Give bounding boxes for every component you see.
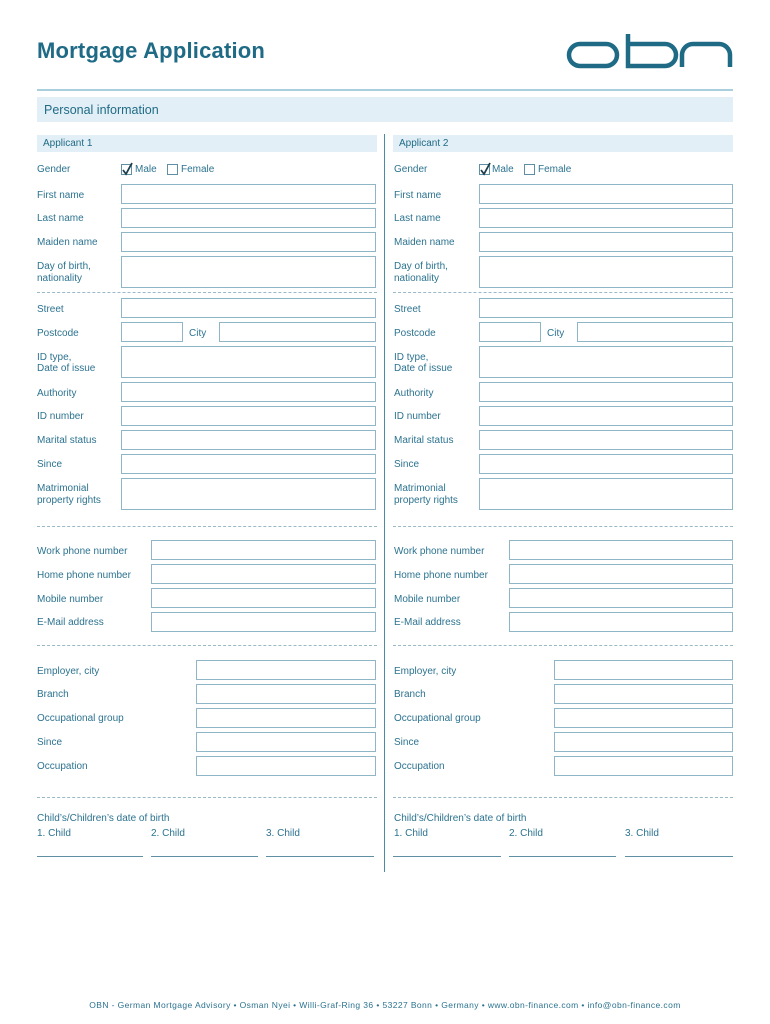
child1-line[interactable] — [393, 856, 501, 857]
employer-label: Employer, city — [37, 666, 100, 677]
matrimonial-field[interactable] — [121, 478, 376, 510]
last-name-label: Last name — [37, 213, 84, 224]
first-name-label: First name — [37, 190, 85, 201]
obn-logo — [566, 30, 734, 70]
dob-nationality-field[interactable] — [121, 256, 376, 288]
dob-label-line2: nationality — [37, 273, 83, 284]
city-label: City — [547, 328, 565, 339]
street-label: Street — [394, 304, 421, 315]
first-name-field[interactable] — [121, 184, 376, 204]
last-name-field[interactable] — [479, 208, 733, 228]
gender-label: Gender — [394, 164, 428, 175]
first-name-label: First name — [394, 190, 442, 201]
marital-status-label: Marital status — [37, 435, 97, 446]
maiden-name-field[interactable] — [479, 232, 733, 252]
work-phone-label: Work phone number — [394, 546, 485, 557]
checkmark-icon — [479, 162, 492, 176]
authority-label: Authority — [394, 388, 434, 399]
employment-since-field[interactable] — [554, 732, 733, 752]
occupational-group-field[interactable] — [554, 708, 733, 728]
children-dob-label: Child’s/Children’s date of birth — [394, 813, 527, 824]
child2-line[interactable] — [151, 856, 258, 857]
work-phone-label: Work phone number — [37, 546, 128, 557]
column-divider — [384, 134, 385, 872]
child2-label: 2. Child — [509, 828, 543, 839]
maiden-name-label: Maiden name — [37, 237, 98, 248]
dashed-divider — [393, 797, 733, 798]
work-phone-field[interactable] — [151, 540, 376, 560]
street-field[interactable] — [479, 298, 733, 318]
dashed-divider — [393, 526, 733, 527]
male-checkbox[interactable] — [121, 164, 132, 175]
child1-line[interactable] — [37, 856, 143, 857]
id-type-label-line2: Date of issue — [394, 363, 453, 374]
street-field[interactable] — [121, 298, 376, 318]
child2-line[interactable] — [509, 856, 616, 857]
mobile-label: Mobile number — [394, 594, 461, 605]
dashed-divider — [37, 797, 377, 798]
home-phone-field[interactable] — [151, 564, 376, 584]
postcode-field[interactable] — [479, 322, 541, 342]
branch-label: Branch — [37, 689, 69, 700]
id-type-label-line1: ID type, — [394, 352, 429, 363]
female-label: Female — [538, 164, 572, 175]
id-type-label-line2: Date of issue — [37, 363, 96, 374]
dob-label-line1: Day of birth, — [394, 261, 448, 272]
mobile-field[interactable] — [509, 588, 733, 608]
female-checkbox[interactable] — [524, 164, 535, 175]
branch-label: Branch — [394, 689, 426, 700]
city-field[interactable] — [219, 322, 376, 342]
occupation-field[interactable] — [554, 756, 733, 776]
section-header: Personal information — [37, 97, 733, 122]
last-name-field[interactable] — [121, 208, 376, 228]
dob-nationality-field[interactable] — [479, 256, 733, 288]
occupation-field[interactable] — [196, 756, 376, 776]
children-dob-label: Child’s/Children’s date of birth — [37, 813, 170, 824]
postcode-label: Postcode — [394, 328, 436, 339]
work-phone-field[interactable] — [509, 540, 733, 560]
applicant-header: Applicant 2 — [393, 135, 733, 152]
male-checkbox[interactable] — [479, 164, 490, 175]
matrimonial-label-line2: property rights — [394, 495, 458, 506]
marital-status-label: Marital status — [394, 435, 454, 446]
matrimonial-label-line2: property rights — [37, 495, 101, 506]
maiden-name-field[interactable] — [121, 232, 376, 252]
dashed-divider — [393, 645, 733, 646]
footer-contact: OBN - German Mortgage Advisory • Osman Nyei • Willi-Graf-Ring 36 • 53227 Bonn • Germany • www.obn-finance.com • info@obn-finance.com — [89, 1000, 681, 1010]
authority-label: Authority — [37, 388, 77, 399]
female-checkbox[interactable] — [167, 164, 178, 175]
child3-line[interactable] — [625, 856, 733, 857]
postcode-field[interactable] — [121, 322, 183, 342]
id-number-field[interactable] — [479, 406, 733, 426]
mobile-field[interactable] — [151, 588, 376, 608]
id-type-label-line1: ID type, — [37, 352, 72, 363]
child3-label: 3. Child — [625, 828, 659, 839]
authority-field[interactable] — [121, 382, 376, 402]
matrimonial-label-line1: Matrimonial — [37, 483, 89, 494]
home-phone-label: Home phone number — [394, 570, 488, 581]
occupational-group-label: Occupational group — [37, 713, 124, 724]
marital-since-field[interactable] — [479, 454, 733, 474]
dashed-divider — [37, 526, 377, 527]
employment-since-field[interactable] — [196, 732, 376, 752]
city-label: City — [189, 328, 207, 339]
dashed-divider — [393, 292, 733, 293]
mobile-label: Mobile number — [37, 594, 104, 605]
checkmark-icon — [121, 162, 134, 176]
marital-status-field[interactable] — [121, 430, 376, 450]
id-type-field[interactable] — [479, 346, 733, 378]
child3-line[interactable] — [266, 856, 374, 857]
female-label: Female — [181, 164, 215, 175]
marital-status-field[interactable] — [479, 430, 733, 450]
id-number-label: ID number — [394, 411, 441, 422]
id-type-field[interactable] — [121, 346, 376, 378]
marital-since-field[interactable] — [121, 454, 376, 474]
since-label: Since — [37, 459, 63, 470]
home-phone-field[interactable] — [509, 564, 733, 584]
id-number-label: ID number — [37, 411, 84, 422]
page-title: Mortgage Application — [37, 38, 266, 63]
child1-label: 1. Child — [37, 828, 71, 839]
email-label: E-Mail address — [394, 617, 461, 628]
employer-field[interactable] — [196, 660, 376, 680]
maiden-name-label: Maiden name — [394, 237, 455, 248]
occupational-group-field[interactable] — [196, 708, 376, 728]
since-label: Since — [394, 459, 420, 470]
employer-field[interactable] — [554, 660, 733, 680]
child1-label: 1. Child — [394, 828, 428, 839]
email-label: E-Mail address — [37, 617, 104, 628]
applicant-header: Applicant 1 — [37, 135, 377, 152]
employment-since-label: Since — [37, 737, 63, 748]
employment-since-label: Since — [394, 737, 420, 748]
occupational-group-label: Occupational group — [394, 713, 481, 724]
dob-label-line1: Day of birth, — [37, 261, 91, 272]
home-phone-label: Home phone number — [37, 570, 131, 581]
matrimonial-field[interactable] — [479, 478, 733, 510]
occupation-label: Occupation — [394, 761, 445, 772]
occupation-label: Occupation — [37, 761, 88, 772]
employer-label: Employer, city — [394, 666, 457, 677]
last-name-label: Last name — [394, 213, 441, 224]
male-label: Male — [135, 164, 157, 175]
child3-label: 3. Child — [266, 828, 300, 839]
matrimonial-label-line1: Matrimonial — [394, 483, 446, 494]
authority-field[interactable] — [479, 382, 733, 402]
dashed-divider — [37, 645, 377, 646]
header-rule — [37, 89, 733, 91]
street-label: Street — [37, 304, 64, 315]
dob-label-line2: nationality — [394, 273, 440, 284]
email-field[interactable] — [509, 612, 733, 632]
id-number-field[interactable] — [121, 406, 376, 426]
child2-label: 2. Child — [151, 828, 185, 839]
postcode-label: Postcode — [37, 328, 79, 339]
first-name-field[interactable] — [479, 184, 733, 204]
male-label: Male — [492, 164, 514, 175]
branch-field[interactable] — [196, 684, 376, 704]
gender-label: Gender — [37, 164, 71, 175]
city-field[interactable] — [577, 322, 733, 342]
email-field[interactable] — [151, 612, 376, 632]
dashed-divider — [37, 292, 377, 293]
branch-field[interactable] — [554, 684, 733, 704]
